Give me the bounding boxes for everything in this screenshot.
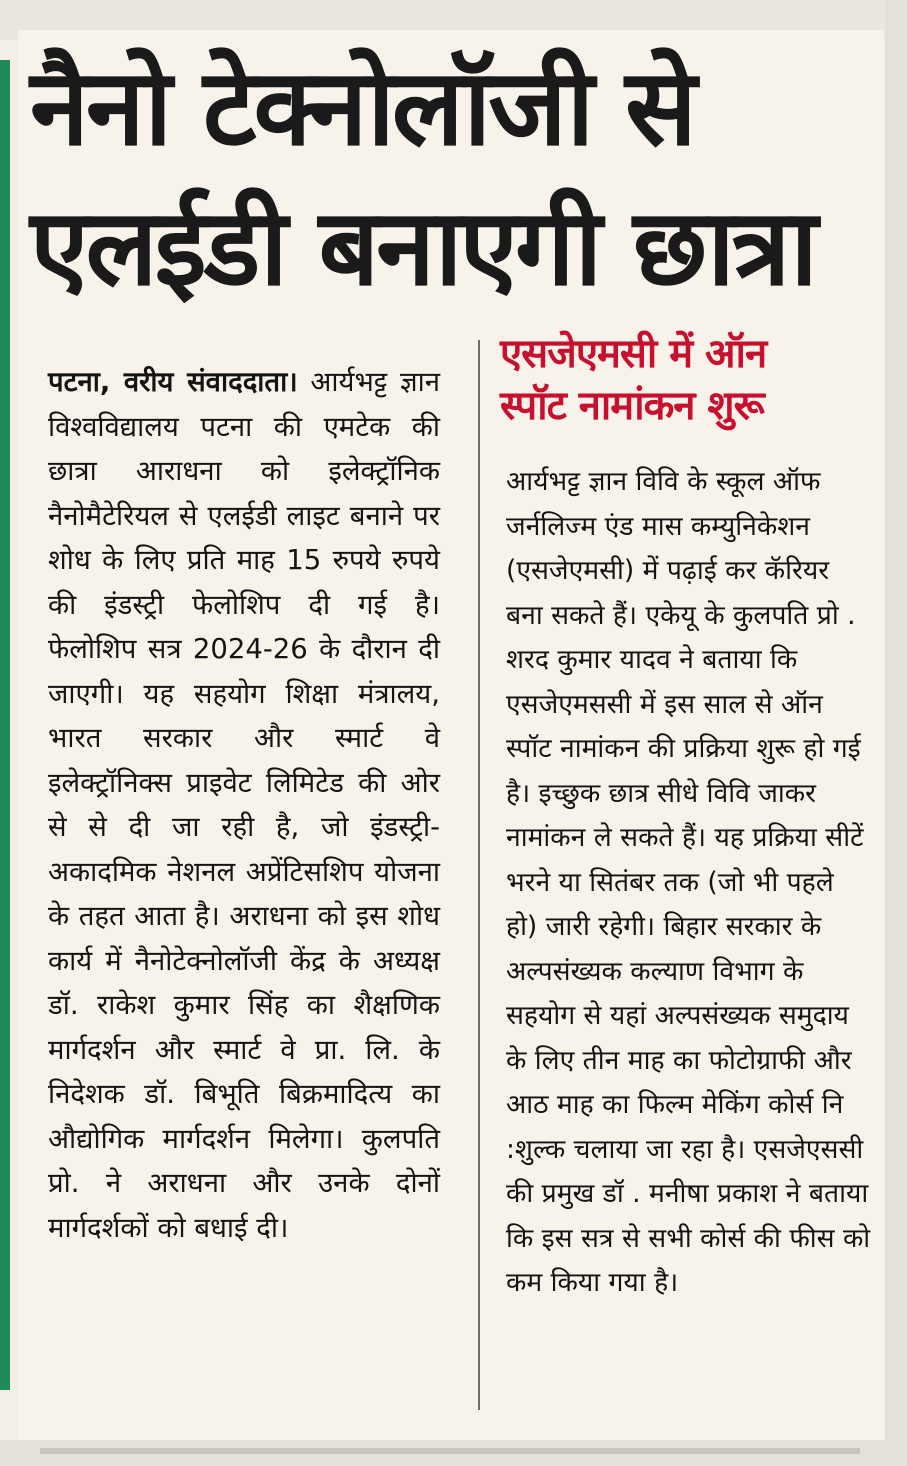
left-article-column [48, 360, 440, 1250]
byline: पटना, वरीय संवाददाता। [48, 366, 298, 398]
headline [30, 38, 850, 318]
sub-headline [500, 328, 872, 432]
right-article-column [506, 460, 872, 1306]
column-divider [478, 340, 480, 1410]
photo-background-right [885, 0, 907, 1466]
next-article-edge [40, 1448, 860, 1454]
sub-headline-line-2: स्पॉट नामांकन शुरू [500, 383, 764, 429]
green-page-edge [0, 60, 10, 1390]
headline-line-2: एलईडी बनाएगी छात्रा [30, 186, 815, 309]
right-article-body: आर्यभट्ट ज्ञान विवि के स्कूल ऑफ जर्नलिज्म एंड मास कम्युनिकेशन (एसजेएमसी) में पढ़ाई कर कॅरियर बना सकते हैं। एकेयू के कुलपति प्रो . शरद कुमार यादव ने बताया कि एसजेएमससी में इस साल से ऑन स्पॉट नामांकन की प्रक्रिया शुरू हो गई है। इच्छुक छात्र सीधे विवि जाकर नामांकन ले सकते हैं। यह प्रक्रिया सीटें भरने या सितंबर तक (जो भी पहले हो) जारी रहेगी। बिहार सरकार के अल्पसंख्यक कल्याण विभाग के सहयोग से यहां अल्पसंख्यक समुदाय के लिए तीन माह का फोटोग्राफी और आठ माह का फिल्म मेकिंग कोर्स नि :शुल्क चलाया जा रहा है। एसजेएससी की प्रमुख डॉ . मनीषा प्रकाश ने बताया कि इस सत्र से सभी कोर्स की फीस को कम किया गया है। [506, 466, 871, 1298]
headline-line-1: नैनो टेक्नोलॉजी से [30, 46, 694, 169]
sub-headline-line-1: एसजेएमसी में ऑन [500, 331, 767, 377]
left-article-body: आर्यभट्ट ज्ञान विश्वविद्यालय पटना की एमटेक की छात्रा आराधना को इलेक्ट्रॉनिक नैनोमैटेरियल से एलईडी लाइट बनाने पर शोध के लिए प्रति माह 15 रुपये रुपये की इंडस्ट्री फेलोशिप दी गई है। फेलोशिप सत्र 2024-26 के दौरान दी जाएगी। यह सहयोग शिक्षा मंत्रालय, भारत सरकार और स्मार्ट वे इलेक्ट्रॉनिक्स प्राइवेट लिमिटेड की ओर से से दी जा रही है, जो इंडस्ट्री-अकादमिक नेशनल अप्रेंटिसशिप योजना के तहत आता है। अराधना को इस शोध कार्य में नैनोटेक्नोलॉजी केंद्र के अध्यक्ष डॉ. राकेश कुमार सिंह का शैक्षणिक मार्गदर्शन और स्मार्ट वे प्रा. लि. के निदेशक डॉ. बिभूति बिक्रमादित्य का औद्योगिक मार्गदर्शन मिलेगा। कुलपति प्रो. ने अराधना और उनके दोनों मार्गदर्शकों को बधाई दी। [48, 366, 440, 1244]
